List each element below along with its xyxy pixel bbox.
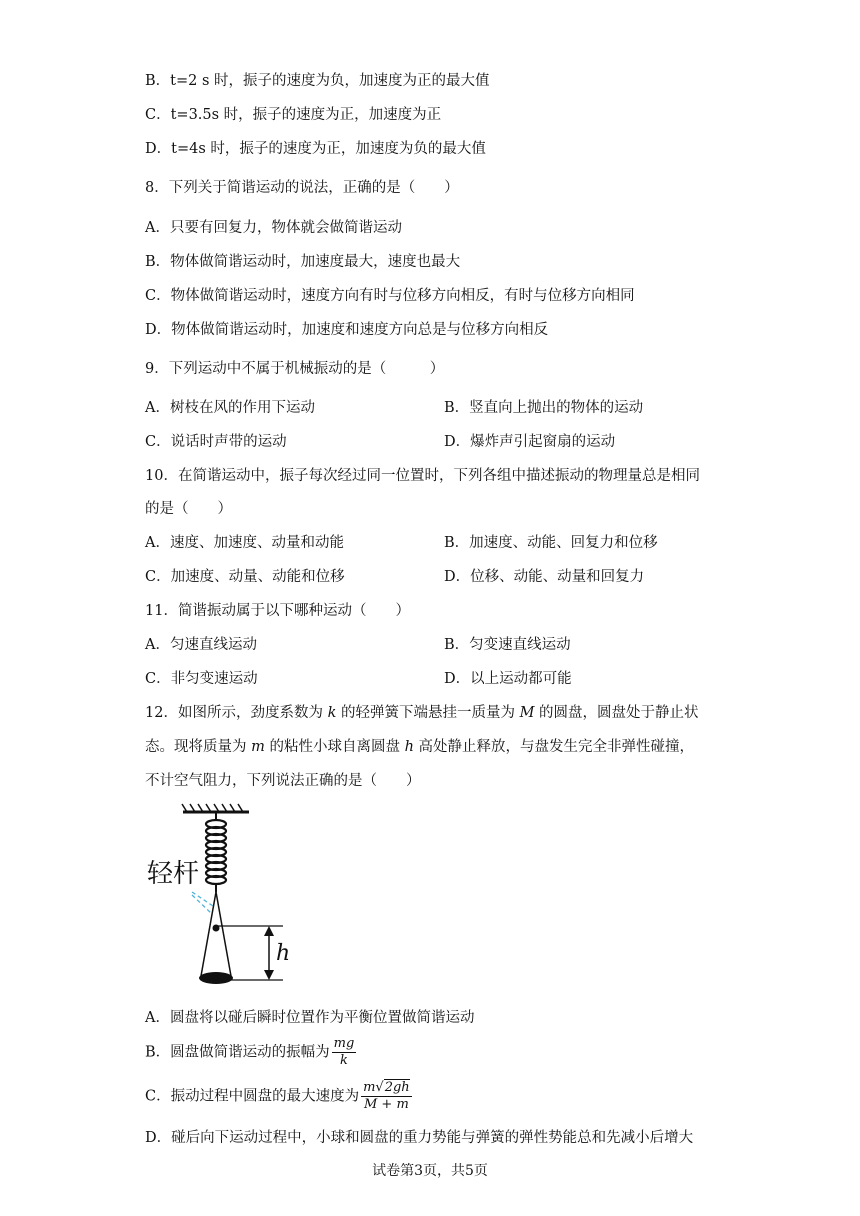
q9-option-b: B．竖直向上抛出的物体的运动 — [444, 400, 644, 416]
q9-stem: 9．下列运动中不属于机械振动的是（ ） — [145, 361, 445, 377]
q11-option-d: D．以上运动都可能 — [444, 671, 572, 687]
q11-option-b: B．匀变速直线运动 — [444, 637, 571, 653]
q10-option-b: B．加速度、动能、回复力和位移 — [444, 535, 658, 551]
q10-stem-line2: 的是（ ） — [145, 501, 232, 517]
q9-option-d: D．爆炸声引起窗扇的运动 — [444, 434, 616, 450]
q12-stem-line3: 不计空气阻力，下列说法正确的是（ ） — [145, 773, 421, 789]
q7-option-d: D．t=4s 时，振子的速度为正，加速度为负的最大值 — [145, 141, 486, 157]
fraction-max-speed: $\frac{m√2gh}{M + m}$ — [363, 1080, 410, 1112]
page-footer: 试卷第3页，共5页 — [372, 1163, 488, 1179]
q12-option-a: A．圆盘将以碰后瞬时位置作为平衡位置做简谐运动 — [145, 1010, 475, 1026]
q12-stem-line2: 态。现将质量为 m 的粘性小球自离圆盘 h 高处静止释放，与盘发生完全非弹性碰撞， — [145, 739, 695, 755]
q11-stem: 11．简谐振动属于以下哪种运动（ ） — [145, 603, 410, 619]
q8-option-d: D．物体做简谐运动时，加速度和速度方向总是与位移方向相反 — [145, 322, 549, 338]
q11-option-a: A．匀速直线运动 — [145, 637, 257, 653]
q10-option-d: D．位移、动能、动量和回复力 — [444, 569, 645, 585]
q8-option-c: C．物体做简谐运动时，速度方向有时与位移方向相反，有时与位移方向相同 — [145, 288, 635, 304]
figure-label-h: h — [276, 941, 291, 966]
q8-option-a: A．只要有回复力，物体就会做简谐运动 — [145, 220, 402, 236]
figure-label-rod: 轻杆 — [147, 859, 200, 889]
q12-option-b: B．圆盘做简谐运动的振幅为 $\frac{mg}{k}$ — [145, 1036, 355, 1068]
spring-disk-figure — [145, 800, 305, 990]
q10-option-a: A．速度、加速度、动量和动能 — [145, 535, 344, 551]
q12-option-d: D．碰后向下运动过程中，小球和圆盘的重力势能与弹簧的弹性势能总和先减小后增大 — [145, 1130, 694, 1146]
q8-stem: 8．下列关于简谐运动的说法，正确的是（ ） — [145, 180, 459, 196]
q12-option-c: C．振动过程中圆盘的最大速度为 $\frac{m√2gh}{M + m}$ — [145, 1080, 410, 1112]
q11-option-c: C．非匀变速运动 — [145, 671, 258, 687]
q10-stem-line1: 10．在简谐运动中，振子每次经过同一位置时，下列各组中描述振动的物理量总是相同 — [145, 468, 700, 484]
q9-option-c: C．说话时声带的运动 — [145, 434, 287, 450]
fraction-mg-over-k: $\frac{mg}{k}$ — [333, 1036, 355, 1068]
q7-option-c: C．t=3.5s 时，振子的速度为正，加速度为正 — [145, 107, 442, 123]
q12-stem-line1: 12．如图所示，劲度系数为 k 的轻弹簧下端悬挂一质量为 M 的圆盘，圆盘处于静止状 — [145, 705, 699, 721]
q9-option-a: A．树枝在风的作用下运动 — [145, 400, 315, 416]
q10-option-c: C．加速度、动量、动能和位移 — [145, 569, 345, 585]
q7-option-b: B．t=2 s 时，振子的速度为负，加速度为正的最大值 — [145, 73, 490, 89]
q8-option-b: B．物体做简谐运动时，加速度最大，速度也最大 — [145, 254, 461, 270]
